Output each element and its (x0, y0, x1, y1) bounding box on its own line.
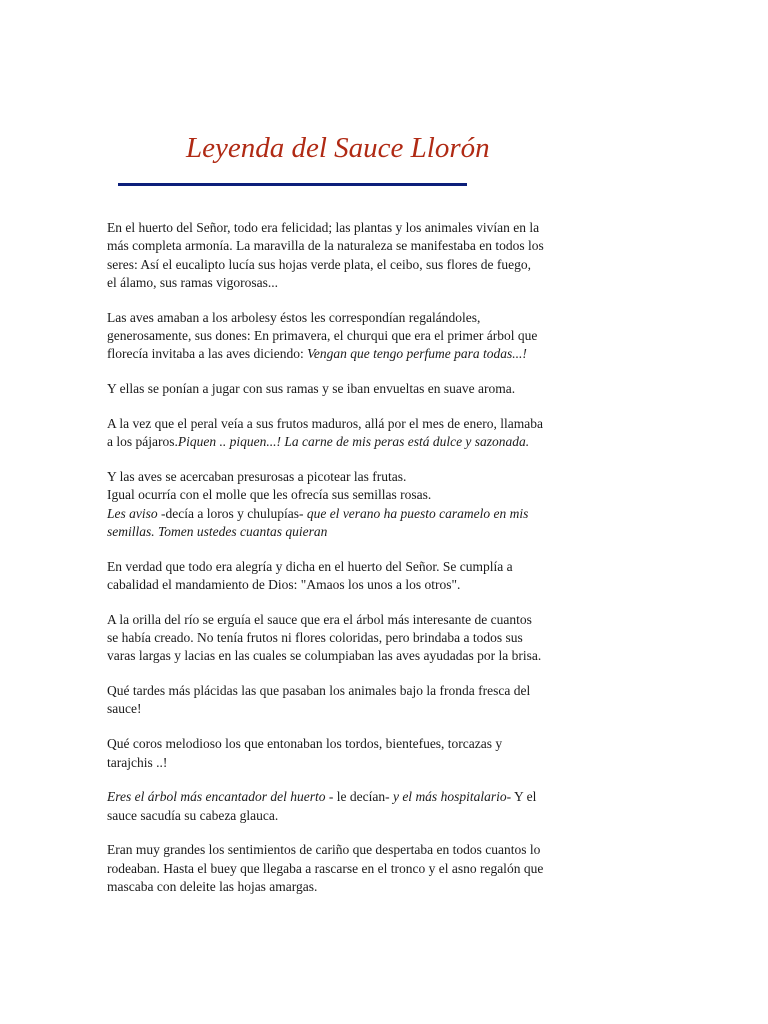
paragraph-line (107, 345, 587, 363)
text-run: A la orilla del río se erguía el sauce que era el árbol más interesante de cuantos (107, 611, 532, 627)
text-run: En el huerto del Señor, todo era felicidad; las plantas y los animales vivían en la (107, 220, 540, 235)
paragraph-line (107, 415, 587, 433)
paragraph-line (107, 219, 587, 237)
italic-text: y el más hospitalario (392, 789, 507, 805)
text-run: mascaba con deleite las hojas amargas. (107, 879, 318, 895)
page-title: Leyenda del Sauce Llorón (186, 132, 490, 164)
story-paragraph (107, 735, 587, 772)
paragraph-line (107, 256, 587, 274)
paragraph-line (107, 468, 587, 486)
text-run: Y ellas se ponían a jugar con sus ramas y se iban envueltas en suave aroma. (107, 381, 516, 397)
paragraph-line (107, 237, 587, 255)
paragraph-line (107, 523, 587, 541)
story-paragraph (107, 380, 587, 398)
text-run: -decía a loros y chulupías- (157, 505, 307, 521)
paragraph-line (107, 274, 587, 292)
story-paragraph (107, 682, 587, 719)
text-run: sauce! (107, 701, 142, 717)
paragraph-line (107, 700, 587, 718)
italic-text: Les aviso (107, 505, 158, 521)
text-run: Igual ocurría con el molle que les ofrecía sus semillas rosas. (107, 487, 432, 503)
story-paragraph (107, 841, 587, 896)
paragraph-line (107, 611, 587, 629)
story-paragraph (107, 788, 587, 825)
text-run: - le decían- (325, 789, 393, 805)
story-paragraph (107, 468, 587, 541)
paragraph-line (107, 558, 587, 576)
text-run: tarajchis ..! (107, 754, 168, 770)
text-run: Eran muy grandes los sentimientos de cariño que despertaba en todos cuantos lo (107, 842, 541, 858)
text-run: seres: Así el eucalipto lucía sus hojas verde plata, el ceibo, sus flores de fuego, (107, 256, 531, 272)
paragraph-line (107, 841, 587, 859)
text-run: Y las aves se acercaban presurosas a picotear las frutas. (107, 468, 407, 484)
text-run: rodeaban. Hasta el buey que llegaba a rascarse en el tronco y el asno regalón que (107, 860, 544, 876)
text-run: Qué tardes más plácidas las que pasaban los animales bajo la fronda fresca del (107, 683, 531, 699)
text-run: a los pájaros. (107, 434, 178, 450)
paragraph-line (107, 433, 587, 451)
paragraph-line (107, 788, 587, 806)
paragraph-line (107, 380, 587, 398)
italic-text: Piquen .. piquen...! La carne de mis peras está dulce y sazonada. (177, 434, 530, 450)
paragraph-line (107, 647, 587, 665)
text-run: Qué coros melodioso los que entonaban los tordos, bientefues, torcazas y (107, 736, 503, 752)
text-run: varas largas y lacias en las cuales se columpiaban las aves ayudadas por la brisa. (107, 648, 542, 664)
story-paragraph (107, 219, 587, 292)
paragraph-line (107, 878, 587, 896)
text-run: el álamo, sus ramas vigorosas... (107, 274, 278, 290)
paragraph-line (107, 327, 587, 345)
text-run: A la vez que el peral veía a sus frutos maduros, allá por el mes de enero, llamaba (107, 415, 543, 431)
italic-text: semillas. Tomen ustedes cuantas quieran (107, 523, 328, 539)
italic-text: Eres el árbol más encantador del huerto (107, 789, 326, 805)
paragraph-line (107, 629, 587, 647)
story-body (107, 219, 587, 913)
text-run: - Y el (506, 789, 537, 805)
text-run: En verdad que todo era alegría y dicha en el huerto del Señor. Se cumplía a (107, 558, 513, 574)
text-run: generosamente, sus dones: En primavera, el churqui que era el primer árbol que (107, 327, 538, 343)
paragraph-line (107, 807, 587, 825)
text-run: florecía invitaba a las aves diciendo: (107, 346, 308, 362)
story-paragraph (107, 309, 587, 364)
paragraph-line (107, 309, 587, 327)
paragraph-line (107, 486, 587, 504)
text-run: más completa armonía. La maravilla de la naturaleza se manifestaba en todos los (107, 238, 544, 254)
story-paragraph (107, 558, 587, 595)
text-run: sauce sacudía su cabeza glauca. (107, 807, 279, 823)
paragraph-line (107, 735, 587, 753)
italic-text: que el verano ha puesto caramelo en mis (306, 505, 529, 521)
story-paragraph (107, 415, 587, 452)
text-run: se había creado. No tenía frutos ni flores coloridas, pero brindaba a todos sus (107, 630, 523, 646)
paragraph-line (107, 505, 587, 523)
paragraph-line (107, 754, 587, 772)
italic-text: Vengan que tengo perfume para todas...! (307, 346, 527, 362)
paragraph-line (107, 860, 587, 878)
title-underline (118, 183, 467, 186)
paragraph-line (107, 682, 587, 700)
text-run: cabalidad el mandamiento de Dios: "Amaos los unos a los otros". (107, 576, 461, 592)
story-paragraph (107, 611, 587, 666)
paragraph-line (107, 576, 587, 594)
text-run: Las aves amaban a los arbolesy éstos les correspondían regalándoles, (107, 309, 481, 325)
